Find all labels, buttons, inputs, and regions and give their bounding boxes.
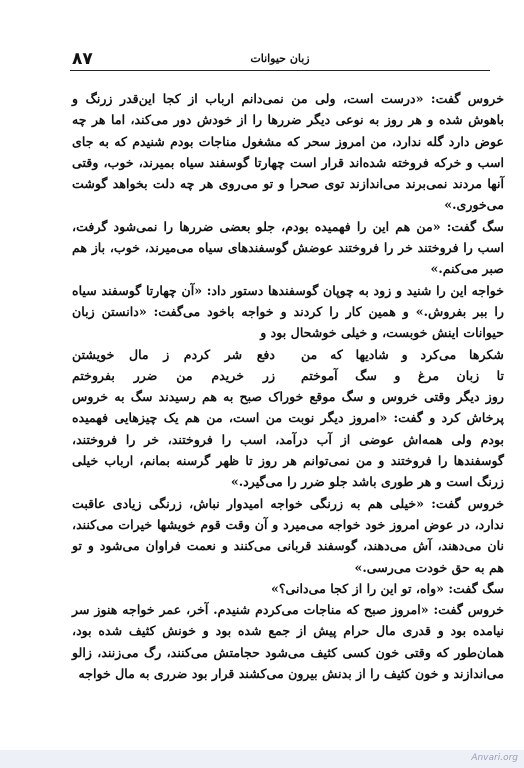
poem-verse xyxy=(72,344,504,365)
poem-verse xyxy=(72,365,504,386)
paragraph: روز دیگر وقتی خروس و سگ موقع خوراک صبح به هم رسیدند سگ به خروس پرخاش کرد و گفت: «امروز دیگر نوبت من است، من هم یک چیزهایی فهمیده بودم ولی همه‌اش عوضی از آب درآمد، اسب را فروختند، خر را فروختند، گوسفندها را فروختند و من نمی‌توانم هر روز تا ظهر گرسنه بمانم، ارباب خیلی زرنگ است و هر طوری باشد جلو ضرر را می‌گیرد.» xyxy=(72,389,504,490)
poem-hemistich: تا زبان مرغ و سگ آموختم xyxy=(300,367,504,383)
running-title: زبان حیوانات xyxy=(250,52,310,65)
paragraph: سگ گفت: «واه، تو این را از کجا می‌دانی؟» xyxy=(270,580,504,596)
body-text xyxy=(72,88,504,684)
paragraph: خروس گفت: «خیلی هم به زرنگی خواجه امیدوار نباش، زرنگی زیادی عاقبت ندارد، در عوض امروز خود خواجه می‌میرد و آن وقت قوم خویشها خیرات می‌کنند، نان می‌دهند، آش می‌دهند، گوسفند قربانی می‌کنند و نعمت فراوان می‌شود و تو هم به حق خودت می‌رسی.» xyxy=(72,495,504,575)
page-number: ۸۷ xyxy=(72,49,93,69)
paragraph: خواجه این را شنید و زود به چوپان گوسفندها دستور داد: «آن چهارتا گوسفند سیاه را ببر بفروش.» و همین کار را کردند و خواجه باخود می‌گفت: «دانستن زبان حیوانات اینش خوبست، و خیلی خوشحال بود و xyxy=(72,282,504,341)
poem-block xyxy=(72,344,504,387)
poem-hemistich: زر خریدم من ضرر بفروختم xyxy=(72,367,276,383)
watermark: Anvari.org xyxy=(471,753,518,763)
poem-hemistich: دفع شر کردم ز مال خویشتن xyxy=(72,346,276,362)
paragraph: خروس گفت: «امروز صبح که مناجات می‌کردم شنیدم. آخر، عمر خواجه هنوز سر نیامده بود و قدری مال حرام پیش از جمع شده بود و خونش کثیف شده بود، همان‌طور که وقتی خون کسی کثیف می‌شود حجامتش می‌کنند، رگ می‌زنند، زالو می‌اندازند و خون کثیف را از بدنش بیرون می‌کشند قرار بود ضرری به مال خواجه xyxy=(72,602,504,682)
paragraph: خروس گفت: «درست است، ولی من نمی‌دانم ارباب از کجا این‌قدر زرنگ و باهوش شده و هر روز به نوعی دیگر ضررها را از خودش دور می‌کند، اما هر چه عوض دارد گله ندارد، من امروز سحر که مشغول مناجات بودم شنیدم که به جای اسب و خرکه فروخته شده‌اند قرار است چهارتا گوسفند سیاه بمیرند، خوب، وقتی آنها مردند نمی‌برند می‌اندازند توی صحرا و تو می‌روی هر چه دلت بخواهد گوشت می‌خوری.» xyxy=(72,91,504,213)
page-header xyxy=(70,48,490,71)
footer-band xyxy=(0,750,524,768)
poem-hemistich: شکرها می‌کرد و شادیها که من xyxy=(300,346,504,362)
paragraph: سگ گفت: «من هم این را فهمیده بودم، جلو بعضی ضررها را نمی‌شود گرفت، اسب را فروختند خر را فروختند عوضش گوسفندهای سیاه می‌میرند، خوب، باز هم صبر می‌کنم.» xyxy=(72,218,504,277)
